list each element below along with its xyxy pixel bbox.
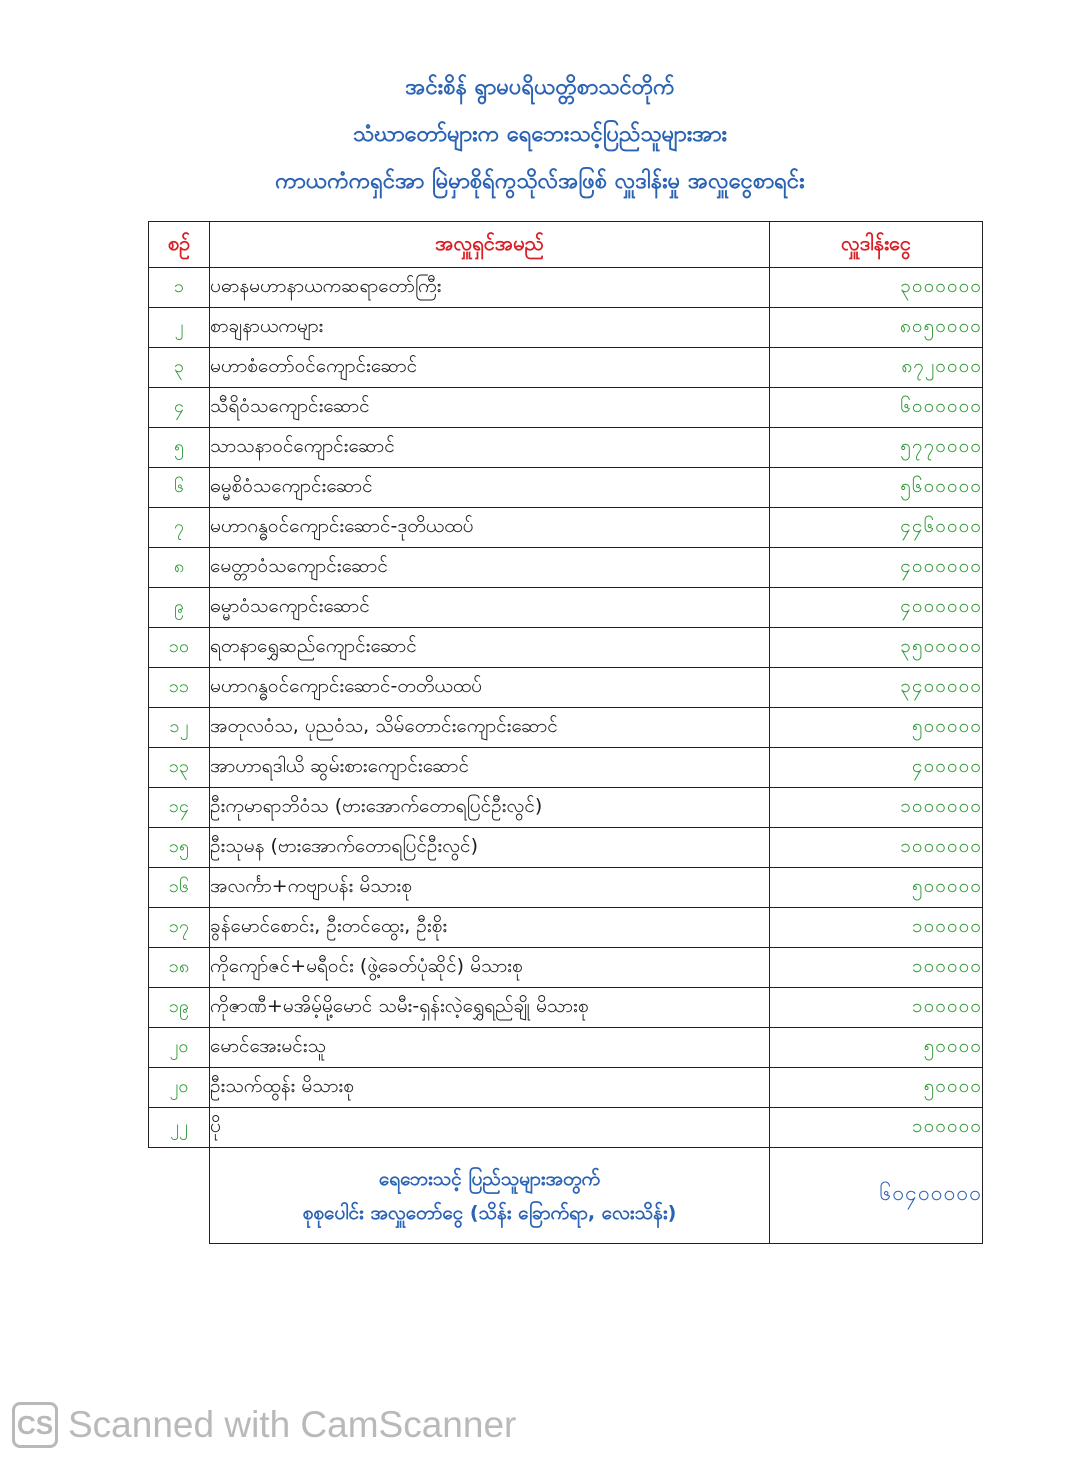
total-row bbox=[149, 1148, 983, 1244]
row-number: ၆ bbox=[149, 468, 210, 508]
donation-amount: ၁၀၀၀၀၀ bbox=[770, 988, 983, 1028]
row-number: ၁၇ bbox=[149, 908, 210, 948]
header-no: စဉ် bbox=[149, 222, 210, 268]
table-row bbox=[149, 628, 983, 668]
row-number: ၃ bbox=[149, 348, 210, 388]
table-row bbox=[149, 388, 983, 428]
donation-amount: ၁၀၀၀၀၀ bbox=[770, 948, 983, 988]
table-row bbox=[149, 868, 983, 908]
watermark-text: Scanned with CamScanner bbox=[68, 1404, 517, 1445]
row-number: ၈ bbox=[149, 548, 210, 588]
donation-amount: ၃၄၀၀၀၀၀ bbox=[770, 668, 983, 708]
donation-amount: ၄၀၀၀၀၀ bbox=[770, 748, 983, 788]
row-number: ၁၉ bbox=[149, 988, 210, 1028]
camscanner-watermark bbox=[12, 1402, 516, 1448]
donation-amount: ၆၀၀၀၀၀၀ bbox=[770, 388, 983, 428]
donor-name: သာသနာဝင်ကျောင်းဆောင် bbox=[210, 428, 770, 468]
donation-amount: ၄၀၀၀၀၀၀ bbox=[770, 548, 983, 588]
donor-name: မောင်အေးမင်းသူ bbox=[210, 1028, 770, 1068]
donor-name: ဦးသက်ထွန်း မိသားစု bbox=[210, 1068, 770, 1108]
table-row bbox=[149, 348, 983, 388]
row-number: ၁၅ bbox=[149, 828, 210, 868]
donation-amount: ၄၀၀၀၀၀၀ bbox=[770, 588, 983, 628]
table-row bbox=[149, 1068, 983, 1108]
donor-name: စာချနာယကများ bbox=[210, 308, 770, 348]
row-number: ၅ bbox=[149, 428, 210, 468]
title-line-2: သံဃာတော်များက ရေဘေးသင့်ပြည်သူများအား bbox=[352, 122, 728, 147]
donor-name: အတုလဝံသ, ပုညဝံသ, သိမ်တောင်းကျောင်းဆောင် bbox=[210, 708, 770, 748]
donation-amount: ၁၀၀၀၀၀၀ bbox=[770, 828, 983, 868]
row-number: ၁၆ bbox=[149, 868, 210, 908]
donor-name: မဟာစံတော်ဝင်ကျောင်းဆောင် bbox=[210, 348, 770, 388]
table-row bbox=[149, 468, 983, 508]
donor-name: အာဟာရဒါယိ ဆွမ်းစားကျောင်းဆောင် bbox=[210, 748, 770, 788]
row-number: ၄ bbox=[149, 388, 210, 428]
donor-name: ဓမ္မစိဝံသကျောင်းဆောင် bbox=[210, 468, 770, 508]
camscanner-logo-icon: CS bbox=[12, 1402, 58, 1448]
table-row bbox=[149, 1108, 983, 1148]
donor-name: အလင်္ကာ+ကဗျာပန်း မိသားစု bbox=[210, 868, 770, 908]
donation-amount: ၁၀၀၀၀၀၀ bbox=[770, 788, 983, 828]
title-line-1: အင်းစိန် ရွာမပရိယတ္တိစာသင်တိုက် bbox=[405, 75, 675, 100]
total-amount: ၆၀၄၀၀၀၀၀ bbox=[770, 1148, 983, 1244]
donation-amount: ၅၀၀၀၀ bbox=[770, 1028, 983, 1068]
donation-amount: ၅၇၇၀၀၀၀ bbox=[770, 428, 983, 468]
table-row bbox=[149, 908, 983, 948]
donor-name: ဦးကုမာရာဘိဝံသ (ဗားအောက်တောရပြင်ဦးလွင်) bbox=[210, 788, 770, 828]
donation-amount: ၈၇၂၀၀၀၀ bbox=[770, 348, 983, 388]
table-row bbox=[149, 308, 983, 348]
table-row bbox=[149, 268, 983, 308]
donation-table bbox=[148, 221, 983, 1244]
total-label-line-2: စုစုပေါင်း အလှူတော်ငွေ (သိန်း ခြောက်ရာ, လေးသိန်း) bbox=[302, 1201, 677, 1224]
document-title bbox=[0, 64, 1080, 205]
table-row bbox=[149, 828, 983, 868]
donation-amount: ၈၀၅၀၀၀၀ bbox=[770, 308, 983, 348]
donor-name: ကိုကျော်ဇင်+မရီဝင်း (ဖွဲ့ခေတ်ပုံဆိုင်) မိသားစု bbox=[210, 948, 770, 988]
table-row bbox=[149, 708, 983, 748]
table-row bbox=[149, 588, 983, 628]
title-line-3: ကာယကံကရှင်အာ မြဲမှာစိုရ်ကွသိုလ်အဖြစ် လှူဒါန်းမှု အလှူငွေစာရင်း bbox=[275, 169, 805, 194]
row-number: ၂၀ bbox=[149, 1028, 210, 1068]
table-row bbox=[149, 788, 983, 828]
donation-amount: ၄၄၆၀၀၀၀ bbox=[770, 508, 983, 548]
row-number: ၁၄ bbox=[149, 788, 210, 828]
table-row bbox=[149, 748, 983, 788]
table-row bbox=[149, 668, 983, 708]
table-header-row bbox=[149, 222, 983, 268]
donation-amount: ၃၀၀၀၀၀၀ bbox=[770, 268, 983, 308]
donation-amount: ၅၀၀၀၀ bbox=[770, 1068, 983, 1108]
donation-amount: ၃၅၀၀၀၀၀ bbox=[770, 628, 983, 668]
row-number: ၂ bbox=[149, 308, 210, 348]
row-number: ၁ bbox=[149, 268, 210, 308]
row-number: ၁၀ bbox=[149, 628, 210, 668]
row-number: ၂၀ bbox=[149, 1068, 210, 1108]
row-number: ၁၂ bbox=[149, 708, 210, 748]
table-row bbox=[149, 1028, 983, 1068]
donor-name: ရတနာရွှေဆည်ကျောင်းဆောင် bbox=[210, 628, 770, 668]
donation-amount: ၁၀၀၀၀၀ bbox=[770, 1108, 983, 1148]
table-row bbox=[149, 988, 983, 1028]
donor-name: ကိုဇာဏီ+မအိမ့်မို့မောင် သမီး-ရှန်းလဲ့ရွှေရည်ချို မိသားစု bbox=[210, 988, 770, 1028]
table-row bbox=[149, 508, 983, 548]
table-row bbox=[149, 548, 983, 588]
donor-name: မဟာဂန္ဓဝင်ကျောင်းဆောင်-ဒုတိယထပ် bbox=[210, 508, 770, 548]
donation-amount: ၅၀၀၀၀၀ bbox=[770, 708, 983, 748]
donation-amount: ၁၀၀၀၀၀ bbox=[770, 908, 983, 948]
row-number: ၁၈ bbox=[149, 948, 210, 988]
donor-name: ခွန်မောင်စောင်း, ဦးတင်ထွေး, ဦးစိုး bbox=[210, 908, 770, 948]
donation-amount: ၅၀၀၀၀၀ bbox=[770, 868, 983, 908]
donor-name: သီရိဝံသကျောင်းဆောင် bbox=[210, 388, 770, 428]
donation-amount: ၅၆၀၀၀၀၀ bbox=[770, 468, 983, 508]
donor-name: ပို bbox=[210, 1108, 770, 1148]
row-number: ၁၃ bbox=[149, 748, 210, 788]
row-number: ၉ bbox=[149, 588, 210, 628]
total-label bbox=[210, 1148, 770, 1244]
donor-name: မေတ္တာဝံသကျောင်းဆောင် bbox=[210, 548, 770, 588]
donor-name: မဟာဂန္ဓဝင်ကျောင်းဆောင်-တတိယထပ် bbox=[210, 668, 770, 708]
row-number: ၂၂ bbox=[149, 1108, 210, 1148]
donor-name: ဓမ္မာဝံသကျောင်းဆောင် bbox=[210, 588, 770, 628]
total-blank-cell bbox=[149, 1148, 210, 1244]
row-number: ၁၁ bbox=[149, 668, 210, 708]
table-row bbox=[149, 948, 983, 988]
table-row bbox=[149, 428, 983, 468]
donor-name: ပဓာနမဟာနာယကဆရာတော်ကြီး bbox=[210, 268, 770, 308]
row-number: ၇ bbox=[149, 508, 210, 548]
total-label-line-1: ရေဘေးသင့် ပြည်သူများအတွက် bbox=[378, 1167, 601, 1190]
donor-name: ဦးသုမန (ဗားအောက်တောရပြင်ဦးလွင်) bbox=[210, 828, 770, 868]
header-amount: လှူဒါန်းငွေ bbox=[770, 222, 983, 268]
header-name: အလှူရှင်အမည် bbox=[210, 222, 770, 268]
